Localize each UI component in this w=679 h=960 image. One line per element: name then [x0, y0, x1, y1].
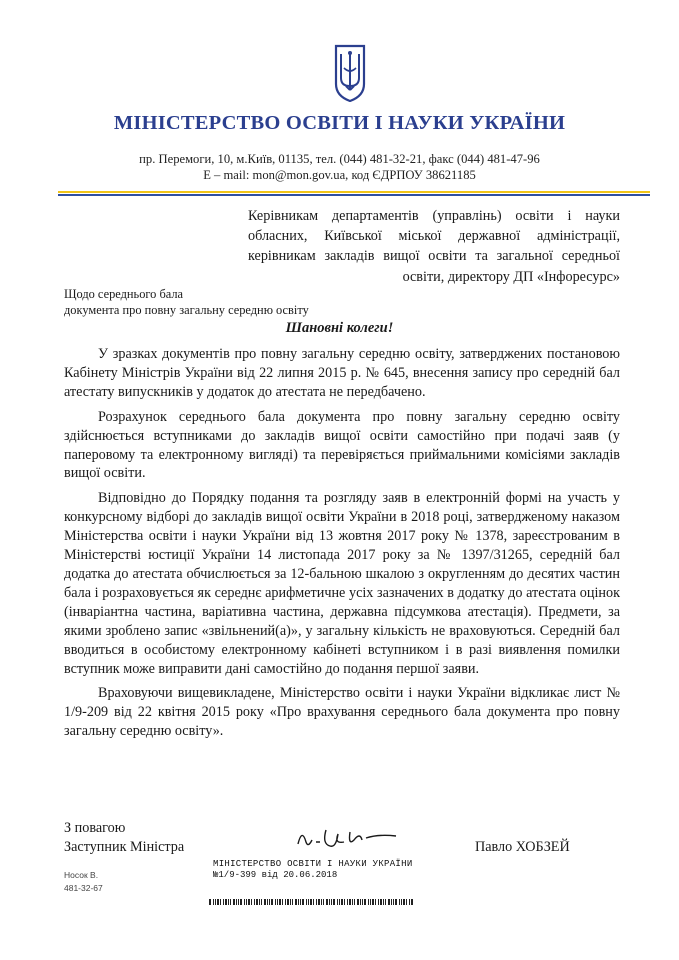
barcode-bar: [385, 899, 386, 905]
barcode-bar: [240, 899, 242, 905]
barcode-bar: [310, 899, 312, 905]
barcode-bar: [391, 899, 392, 905]
barcode-bar: [339, 899, 340, 905]
barcode-bar: [329, 899, 330, 905]
barcode-bar: [383, 899, 384, 905]
barcode-bar: [287, 899, 289, 905]
barcode-bar: [399, 899, 400, 905]
barcode-bar: [368, 899, 369, 905]
barcode-bar: [344, 899, 345, 905]
barcode-bar: [401, 899, 402, 905]
barcode-bar: [308, 899, 309, 905]
closing-regards: З повагою: [64, 820, 126, 836]
barcode-bar: [321, 899, 322, 905]
recipient-block: Керівникам департаментів (управлінь) освіти і науки обласних, Київської міської державної адміністрації, керівникам закладів вищої освіти та загальної середньої освіти, директору ДП «Інфоресурс»: [248, 208, 620, 285]
barcode-bar: [349, 899, 351, 905]
barcode-bar: [259, 899, 260, 905]
header-rule-blue: [58, 194, 650, 196]
barcode-bar: [256, 899, 258, 905]
barcode-bar: [333, 899, 335, 905]
barcode-bar: [269, 899, 270, 905]
barcode-bar: [395, 899, 397, 905]
barcode-bar: [337, 899, 338, 905]
barcode-bar: [298, 899, 299, 905]
barcode-bar: [388, 899, 390, 905]
barcode-bar: [233, 899, 235, 905]
barcode-bar: [313, 899, 314, 905]
barcode-bar: [357, 899, 359, 905]
barcode-bar: [282, 899, 283, 905]
subject-block: [64, 286, 309, 318]
barcode-bar: [267, 899, 268, 905]
stamp-reg-number: №1/9-399 від 20.06.2018: [213, 870, 338, 880]
barcode-bar: [306, 899, 307, 905]
barcode-bar: [246, 899, 247, 905]
barcode-bar: [236, 899, 237, 905]
barcode-bar: [318, 899, 320, 905]
ministry-title: МІНІСТЕРСТВО ОСВІТИ І НАУКИ УКРАЇНИ: [113, 112, 566, 134]
address-line: пр. Перемоги, 10, м.Київ, 01135, тел. (044) 481-32-21, факс (044) 481-47-96: [139, 152, 540, 166]
body-paragraph-4: Враховуючи вищевикладене, Міністерство освіти і науки України відкликає лист № 1/9-209 від 22 квітня 2015 року «Про врахування середнього бала документа про повну загальну середню освіту».: [64, 685, 620, 740]
greeting: Шановні колеги!: [285, 320, 394, 336]
barcode-bar: [326, 899, 328, 905]
barcode-bar: [261, 899, 262, 905]
stamp-org: МІНІСТЕРСТВО ОСВІТИ І НАУКИ УКРАЇНИ: [213, 859, 413, 869]
registration-stamp: [205, 855, 415, 888]
barcode-bar: [411, 899, 413, 905]
barcode-bar: [378, 899, 379, 905]
body-paragraph-2: Розрахунок середнього бала документа про повну загальну середню освіту здійснюється вступниками до закладів вищої освіти самостійно при подачі заяв (у паперовому та електронному вигляді) та перевіряється приймальними комісіями закладів вищої освіти.: [64, 408, 620, 482]
barcode-bar: [370, 899, 371, 905]
barcode-bar: [244, 899, 245, 905]
barcode-bar: [285, 899, 286, 905]
barcode-bar: [254, 899, 255, 905]
barcode-bar: [271, 899, 273, 905]
executor-phone: 481-32-67: [64, 883, 103, 893]
barcode-bar: [248, 899, 250, 905]
signer-name: Павло ХОБЗЕЙ: [475, 839, 570, 855]
body-paragraph-3: Відповідно до Порядку подання та розгляду заяв в електронній формі на участь у конкурсному відборі до закладів вищої освіти України в 2018 році, затвердженому наказом Міністерства освіти і науки України від 13 жовтня 2017 року № 1378, зареєстрованим в Міністерстві юстиції України 14 листопада 2017 року за № 1397/31265, середній бал додатка до атестата обчислюється за 12-бальною шкалою з округленням до десятих частин бала і розраховується як середнє арифметичне усіх зазначених в додатку до атестата оцінок (інваріантна частина, варіативна частина, державна підсумкова атестація). Предмети, за якими зроблено запис «звільнений(а)», у загальну кількість не враховуються. Середній бал вводиться в особистому електронному кабінеті вступником і в разі виявлення помилки вступник може виправити дані самостійно до подання першої заяви.: [64, 490, 620, 677]
barcode-bar: [364, 899, 366, 905]
barcode-bar: [275, 899, 276, 905]
barcode-bar: [375, 899, 376, 905]
executor-name: Носок В.: [64, 870, 99, 880]
barcode-bar: [228, 899, 229, 905]
barcode-bar: [372, 899, 374, 905]
barcode-bar: [264, 899, 266, 905]
barcode-bar: [238, 899, 239, 905]
barcode-bar: [362, 899, 363, 905]
barcode-bar: [217, 899, 219, 905]
handwritten-signature: [292, 822, 400, 856]
barcode-bar: [406, 899, 407, 905]
barcode-bar: [302, 899, 304, 905]
body-paragraph-1: У зразках документів про повну загальну середню освіту, затверджених постановою Кабінету Міністрів України від 22 липня 2015 р. № 645, внесення запису про середній бал атестату випускників у додаток до атестата не передбачено.: [64, 346, 620, 400]
barcode-bar: [354, 899, 355, 905]
barcode-bar: [215, 899, 216, 905]
trident-icon: [332, 44, 368, 102]
barcode-bar: [295, 899, 297, 905]
stamp-barcode: [209, 882, 415, 922]
barcode-bar: [380, 899, 382, 905]
signer-position: Заступник Міністра: [64, 839, 185, 855]
barcode-bar: [290, 899, 291, 905]
contact-line: E – mail: mon@mon.gov.ua, код ЄДРПОУ 38621185: [203, 168, 476, 182]
barcode-bar: [409, 899, 410, 905]
barcode-bar: [316, 899, 317, 905]
barcode-bar: [347, 899, 348, 905]
barcode-bar: [220, 899, 221, 905]
barcode-bar: [352, 899, 353, 905]
barcode-bar: [230, 899, 231, 905]
barcode-bar: [225, 899, 227, 905]
barcode-bar: [251, 899, 252, 905]
barcode-bar: [403, 899, 405, 905]
barcode-bar: [277, 899, 278, 905]
barcode-bar: [300, 899, 301, 905]
subject-line-2: документа про повну загальну середню освіту: [64, 303, 309, 317]
letter-body: [64, 345, 620, 747]
barcode-bar: [223, 899, 224, 905]
barcode-bar: [331, 899, 332, 905]
barcode-bar: [341, 899, 343, 905]
barcode-bar: [292, 899, 293, 905]
subject-line-1: Щодо середнього бала: [64, 287, 184, 301]
header-rule-yellow: [58, 191, 650, 193]
barcode-bar: [393, 899, 394, 905]
barcode-bar: [213, 899, 214, 905]
barcode-bar: [323, 899, 324, 905]
barcode-bar: [360, 899, 361, 905]
barcode-bar: [279, 899, 281, 905]
barcode-bar: [209, 899, 211, 905]
